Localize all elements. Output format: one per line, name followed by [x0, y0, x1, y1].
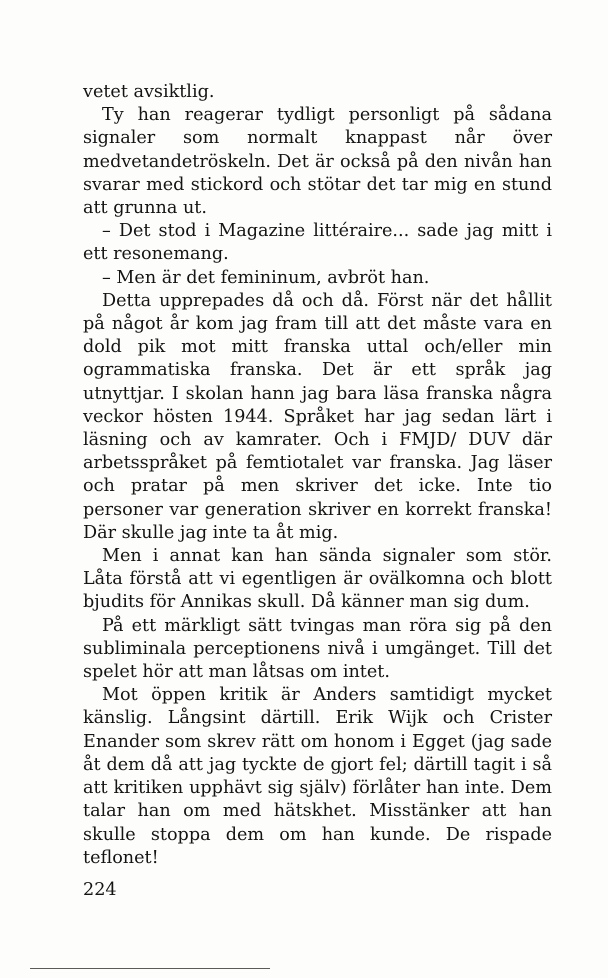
page-number: 224 [83, 880, 117, 900]
paragraph-3: – Det stod i Magazine littéraire... sade jag mitt i ett resonemang. [83, 221, 552, 265]
paragraph-2: Ty han reagerar tydligt personligt på sådana signaler som normalt knappast når över medvetandetröskeln. Det är också på den nivån han svarar med stickord och stötar det tar mig en stund att grunna ut. [83, 105, 552, 219]
paragraph-7: På ett märkligt sätt tvingas man röra sig på den subliminala perceptionens nivå i umgänget. Till det spelet hör att man låtsas om intet. [83, 615, 552, 683]
body-text [83, 81, 552, 870]
paragraph-5: Detta upprepades då och då. Först när det hållit på något år kom jag fram till att det måste vara en dold pik mot mitt franska uttal och/eller min ogrammatiska franska. Det är ett språk jag utnyttjar. I skolan hann jag bara läsa franska några veckor hösten 1944. Språket har jag sedan lärt i läsning och av kamrater. Och i FMJD/ DUV där arbetsspråket på femtiotalet var franska. Jag läser och pratar på men skriver det icke. Inte tio personer var generation skriver en korrekt franska! Där skulle jag inte ta åt mig. [83, 290, 552, 543]
paragraph-8: Mot öppen kritik är Anders samtidigt mycket känslig. Långsint därtill. Erik Wijk och Crister Enander som skrev rätt om honom i Egget (jag sade åt dem då att jag tyckte de gjort fel; därtill tagit i så att kritiken upphävt sig själv) förlåter han inte. Dem talar han om med hätskhet. Misstänker att han skulle stoppa dem om han kunde. De rispade teflonet! [83, 685, 552, 868]
scan-edge-line [30, 968, 270, 969]
paragraph-6: Men i annat kan han sända signaler som stör. Låta förstå att vi egentligen är ovälkomna och blott bjudits för Annikas skull. Då känner man sig dum. [83, 546, 552, 613]
paragraph-4: – Men är det femininum, avbröt han. [102, 267, 430, 288]
paragraph-1: vetet avsiktlig. [83, 82, 215, 102]
